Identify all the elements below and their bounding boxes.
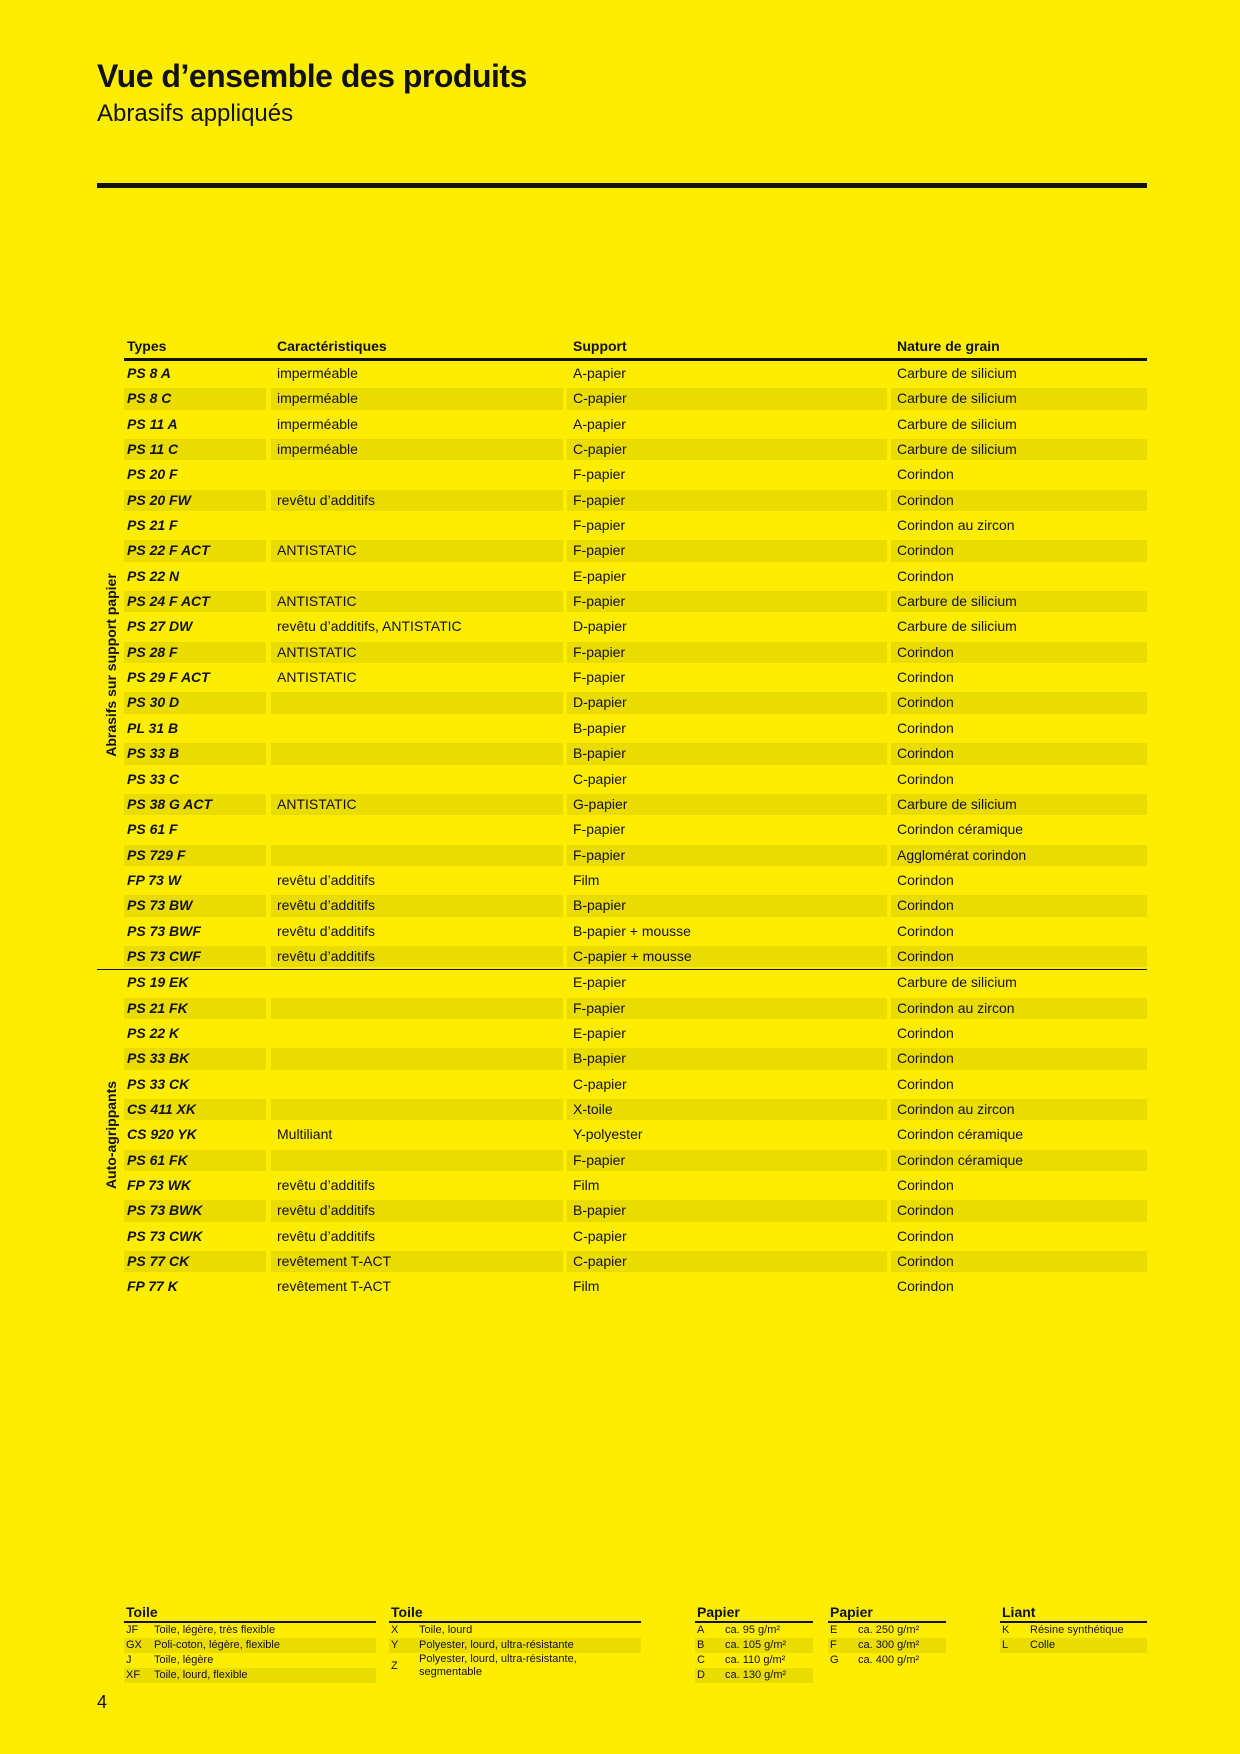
- cell-type: PS 20 FW: [124, 490, 266, 511]
- table-row: [124, 792, 1147, 817]
- table-row: [124, 1173, 1147, 1198]
- legend-item: [695, 1653, 813, 1668]
- cell-grain: Corindon au zircon: [891, 998, 1147, 1019]
- page-title: Vue d’ensemble des produits: [97, 58, 527, 94]
- group-label-wrap: [97, 361, 124, 969]
- cell-type: FP 77 K: [127, 1278, 178, 1295]
- cell-grain: Corindon: [891, 490, 1147, 511]
- legend-item: [1000, 1623, 1147, 1638]
- table-row: [124, 386, 1147, 411]
- legend-code: C: [697, 1654, 705, 1666]
- legend-description: ca. 130 g/m²: [725, 1669, 787, 1681]
- cell-type: PS 33 CK: [127, 1075, 190, 1092]
- table-row: [124, 1224, 1147, 1249]
- legend-title: Papier: [828, 1604, 946, 1623]
- cell-type: FP 73 WK: [127, 1177, 192, 1193]
- cell-type: PS 8 C: [124, 388, 266, 409]
- page-subtitle: Abrasifs appliqués: [97, 100, 294, 127]
- cell-grain: Carbure de silicium: [891, 388, 1147, 409]
- legend-code: F: [830, 1639, 837, 1651]
- cell-grain: Corindon: [897, 719, 954, 736]
- legend-block: [389, 1604, 641, 1679]
- cell-type: FP 73 W: [127, 871, 181, 888]
- cell-support: C-papier: [573, 1227, 627, 1244]
- table-row: [124, 919, 1147, 944]
- cell-support: C-papier: [567, 1251, 887, 1272]
- table-row: [124, 767, 1147, 792]
- group-label: Abrasifs sur support papier: [102, 573, 119, 757]
- legend-code: G: [830, 1654, 839, 1666]
- table-row: [124, 817, 1147, 842]
- cell-support: F-papier: [567, 998, 887, 1019]
- cell-characteristics: revêtu d’additifs: [271, 946, 563, 967]
- cell-support: F-papier: [567, 490, 887, 511]
- cell-support: E-papier: [573, 1024, 626, 1041]
- cell-support: F-papier: [573, 821, 626, 838]
- table-row: [124, 1122, 1147, 1147]
- cell-grain: Corindon: [891, 1048, 1147, 1069]
- legend-title: Papier: [695, 1604, 813, 1623]
- cell-grain: Corindon: [897, 922, 954, 939]
- cell-grain: Corindon: [897, 770, 954, 787]
- cell-type: PS 20 F: [127, 466, 178, 483]
- legend-code: JF: [126, 1624, 139, 1636]
- cell-characteristics: [271, 464, 563, 485]
- legend-code: Z: [391, 1659, 398, 1672]
- table-row: [124, 970, 1147, 995]
- table-row: [124, 412, 1147, 437]
- cell-characteristics: [271, 769, 563, 790]
- cell-grain: Carbure de silicium: [897, 365, 1017, 381]
- legend-description: ca. 250 g/m²: [858, 1624, 920, 1636]
- cell-type: PS 33 BK: [124, 1048, 266, 1069]
- table-row: [124, 1021, 1147, 1046]
- cell-grain: Corindon: [897, 466, 954, 483]
- cell-characteristics: revêtu d’additifs, ANTISTATIC: [277, 618, 462, 635]
- cell-support: A-papier: [573, 415, 626, 432]
- cell-support: F-papier: [567, 591, 887, 612]
- table-row: [124, 1274, 1147, 1299]
- cell-grain: Carbure de silicium: [897, 415, 1017, 432]
- cell-characteristics: imperméable: [277, 415, 358, 432]
- cell-characteristics: revêtu d’additifs: [277, 922, 376, 939]
- cell-type: PS 38 G ACT: [124, 794, 266, 815]
- legend-description: Polyester, lourd, ultra-résistante, segmentable: [419, 1653, 577, 1678]
- cell-grain: Corindon: [897, 1227, 954, 1244]
- table-row: [124, 1148, 1147, 1173]
- cell-characteristics: Multiliant: [277, 1126, 333, 1143]
- cell-grain: Corindon: [897, 669, 954, 686]
- cell-type: PS 73 BWF: [127, 922, 201, 939]
- legend-code: XF: [126, 1669, 141, 1681]
- cell-characteristics: revêtu d’additifs: [277, 871, 376, 888]
- cell-type: PS 8 A: [127, 365, 171, 381]
- table-row: [124, 488, 1147, 513]
- cell-grain: Corindon au zircon: [897, 517, 1015, 534]
- cell-grain: Corindon: [891, 946, 1147, 967]
- legend-code: X: [391, 1624, 399, 1636]
- cell-characteristics: [271, 1023, 563, 1044]
- cell-type: PS 22 F ACT: [124, 540, 266, 561]
- legend-code: J: [126, 1654, 132, 1666]
- cell-characteristics: imperméable: [277, 365, 358, 381]
- cell-type: CS 920 YK: [127, 1126, 197, 1143]
- cell-grain: Corindon: [891, 1251, 1147, 1272]
- table-row: [124, 944, 1147, 969]
- cell-type: PS 21 FK: [124, 998, 266, 1019]
- group-label-wrap: [97, 970, 124, 1299]
- legend-code: GX: [126, 1639, 142, 1651]
- table-row: [124, 1097, 1147, 1122]
- cell-characteristics: [271, 566, 563, 587]
- cell-characteristics: ANTISTATIC: [271, 642, 563, 663]
- legend-item: [828, 1623, 946, 1638]
- legend-title: Toile: [389, 1604, 641, 1623]
- cell-support: G-papier: [567, 794, 887, 815]
- table-row: [124, 716, 1147, 741]
- legend-item: [124, 1653, 376, 1668]
- cell-support: Film: [573, 1177, 600, 1193]
- legend-item: [828, 1638, 946, 1653]
- legend-item: [695, 1623, 813, 1638]
- table-row: [124, 868, 1147, 893]
- cell-grain: Corindon: [897, 1075, 954, 1092]
- legend-item: [389, 1638, 641, 1653]
- cell-characteristics: ANTISTATIC: [271, 540, 563, 561]
- cell-grain: Carbure de silicium: [891, 439, 1147, 460]
- cell-characteristics: [271, 1099, 563, 1120]
- cell-support: D-papier: [567, 692, 887, 713]
- cell-type: PS 27 DW: [127, 618, 193, 635]
- cell-support: F-papier: [573, 669, 626, 686]
- legend-item: [695, 1668, 813, 1683]
- cell-grain: Corindon: [897, 1177, 954, 1193]
- cell-type: PS 19 EK: [127, 974, 189, 991]
- legend-code: Y: [391, 1639, 399, 1651]
- cell-grain: Corindon au zircon: [891, 1099, 1147, 1120]
- table-row: [124, 564, 1147, 589]
- legend-item: [828, 1653, 946, 1668]
- legend-description: Poli-coton, légère, flexible: [154, 1639, 280, 1651]
- cell-characteristics: [271, 515, 563, 536]
- cell-characteristics: revêtement T-ACT: [277, 1278, 392, 1295]
- table-row: [124, 361, 1147, 386]
- legend-description: Colle: [1030, 1639, 1056, 1651]
- legend-description: ca. 95 g/m²: [725, 1624, 781, 1636]
- column-header-support: Support: [573, 338, 627, 354]
- header-divider: [97, 183, 1147, 188]
- cell-support: D-papier: [573, 618, 627, 635]
- cell-type: PL 31 B: [127, 719, 179, 736]
- cell-type: PS 61 FK: [124, 1150, 266, 1171]
- table-row: [124, 741, 1147, 766]
- legend-description: Toile, lourd: [419, 1624, 473, 1636]
- cell-type: PS 24 F ACT: [124, 591, 266, 612]
- cell-type: PS 33 B: [124, 743, 266, 764]
- legend-item: [124, 1668, 376, 1683]
- cell-characteristics: [271, 743, 563, 764]
- cell-support: B-papier: [567, 895, 887, 916]
- legend-title: Toile: [124, 1604, 376, 1623]
- cell-characteristics: imperméable: [271, 439, 563, 460]
- cell-characteristics: revêtu d’additifs: [271, 490, 563, 511]
- cell-characteristics: [271, 998, 563, 1019]
- legend-code: D: [697, 1669, 705, 1681]
- column-header-grain: Nature de grain: [897, 338, 1000, 354]
- legend-item: [389, 1623, 641, 1638]
- cell-grain: Corindon: [897, 1024, 954, 1041]
- cell-support: B-papier: [567, 1048, 887, 1069]
- cell-type: PS 33 C: [127, 770, 180, 787]
- cell-support: F-papier: [573, 466, 626, 483]
- cell-grain: Carbure de silicium: [891, 591, 1147, 612]
- cell-support: E-papier: [573, 974, 626, 991]
- cell-type: PS 22 N: [127, 567, 180, 584]
- cell-characteristics: [271, 718, 563, 739]
- legend-description: ca. 400 g/m²: [858, 1654, 920, 1666]
- cell-support: Film: [573, 1278, 600, 1295]
- cell-type: PS 73 BWK: [124, 1200, 266, 1221]
- cell-grain: Corindon: [897, 567, 954, 584]
- cell-grain: Corindon: [897, 871, 954, 888]
- table-row: [124, 589, 1147, 614]
- cell-support: F-papier: [573, 517, 626, 534]
- cell-support: C-papier: [567, 439, 887, 460]
- table-row: [124, 437, 1147, 462]
- cell-support: Film: [573, 871, 600, 888]
- cell-characteristics: revêtu d’additifs: [271, 895, 563, 916]
- cell-support: C-papier: [573, 1075, 627, 1092]
- legend-description: ca. 300 g/m²: [858, 1639, 920, 1651]
- cell-type: PS 11 A: [127, 415, 178, 432]
- table-row: [124, 893, 1147, 918]
- cell-support: B-papier + mousse: [573, 922, 691, 939]
- legend-item: [124, 1638, 376, 1653]
- cell-grain: Corindon céramique: [897, 1126, 1024, 1143]
- legend-description: ca. 105 g/m²: [725, 1639, 787, 1651]
- cell-grain: Carbure de silicium: [897, 618, 1017, 635]
- cell-support: Y-polyester: [573, 1126, 643, 1143]
- cell-characteristics: imperméable: [271, 388, 563, 409]
- cell-characteristics: [271, 972, 563, 993]
- legend-description: Polyester, lourd, ultra-résistante: [419, 1639, 574, 1651]
- cell-support: X-toile: [567, 1099, 887, 1120]
- table-header: [124, 336, 1147, 361]
- cell-grain: Corindon: [891, 1200, 1147, 1221]
- cell-type: PS 73 BW: [124, 895, 266, 916]
- cell-type: PS 729 F: [124, 845, 266, 866]
- cell-grain: Carbure de silicium: [897, 974, 1017, 991]
- legend-code: E: [830, 1624, 838, 1636]
- cell-grain: Corindon céramique: [897, 821, 1024, 838]
- cell-characteristics: [271, 1074, 563, 1095]
- cell-characteristics: ANTISTATIC: [271, 591, 563, 612]
- cell-support: C-papier: [567, 388, 887, 409]
- cell-characteristics: revêtu d’additifs: [277, 1227, 376, 1244]
- cell-type: PS 29 F ACT: [127, 669, 210, 686]
- cell-support: E-papier: [573, 567, 626, 584]
- table-row: [124, 996, 1147, 1021]
- legend-description: Résine synthétique: [1030, 1624, 1124, 1636]
- cell-type: CS 411 XK: [124, 1099, 266, 1120]
- cell-support: B-papier: [567, 743, 887, 764]
- table-row: [124, 690, 1147, 715]
- legend-item: [1000, 1638, 1147, 1653]
- cell-characteristics: [271, 1048, 563, 1069]
- cell-grain: Corindon: [891, 642, 1147, 663]
- cell-support: A-papier: [573, 365, 626, 381]
- cell-type: PS 11 C: [124, 439, 266, 460]
- legend-block: [124, 1604, 376, 1683]
- cell-type: PS 61 F: [127, 821, 178, 838]
- cell-characteristics: revêtement T-ACT: [271, 1251, 563, 1272]
- cell-characteristics: revêtu d’additifs: [271, 1200, 563, 1221]
- cell-support: F-papier: [567, 845, 887, 866]
- legend-block: [1000, 1604, 1147, 1653]
- table-row: [124, 1046, 1147, 1071]
- cell-support: B-papier: [567, 1200, 887, 1221]
- legend-code: L: [1002, 1639, 1009, 1651]
- legend-code: A: [697, 1624, 705, 1636]
- cell-support: B-papier: [573, 719, 626, 736]
- cell-characteristics: [271, 692, 563, 713]
- cell-type: PS 22 K: [127, 1024, 180, 1041]
- cell-type: PS 21 F: [127, 517, 178, 534]
- cell-type: PS 28 F: [124, 642, 266, 663]
- cell-grain: Corindon céramique: [891, 1150, 1147, 1171]
- column-header-characteristics: Caractéristiques: [277, 338, 387, 354]
- legend-code: K: [1002, 1624, 1010, 1636]
- table-row: [124, 1072, 1147, 1097]
- table-row: [124, 640, 1147, 665]
- legend-description: Toile, légère: [154, 1654, 214, 1666]
- cell-grain: Corindon: [891, 540, 1147, 561]
- table-group: [97, 361, 1147, 970]
- table-row: [124, 843, 1147, 868]
- legend-block: [695, 1604, 813, 1683]
- table-row: [124, 538, 1147, 563]
- table-row: [124, 513, 1147, 538]
- group-label: Auto-agrippants: [102, 1080, 119, 1190]
- cell-support: C-papier + mousse: [567, 946, 887, 967]
- cell-characteristics: [271, 819, 563, 840]
- cell-type: PS 73 CWK: [127, 1227, 203, 1244]
- legend-item: [695, 1638, 813, 1653]
- cell-characteristics: ANTISTATIC: [277, 669, 357, 686]
- cell-type: PS 30 D: [124, 692, 266, 713]
- legend-code: B: [697, 1639, 705, 1651]
- table-row: [124, 614, 1147, 639]
- cell-support: C-papier: [573, 770, 627, 787]
- table-body: [97, 361, 1147, 1300]
- column-header-types: Types: [127, 338, 167, 354]
- cell-grain: Corindon: [897, 1278, 954, 1295]
- page-number: 4: [97, 1692, 108, 1712]
- products-table: [97, 336, 1147, 1300]
- cell-grain: Corindon: [891, 743, 1147, 764]
- cell-grain: Agglomérat corindon: [891, 845, 1147, 866]
- legend-block: [828, 1604, 946, 1668]
- table-row: [124, 462, 1147, 487]
- table-group: [97, 970, 1147, 1299]
- cell-characteristics: [271, 845, 563, 866]
- legend-description: Toile, lourd, flexible: [154, 1669, 248, 1681]
- cell-grain: Corindon: [891, 692, 1147, 713]
- cell-grain: Corindon: [891, 895, 1147, 916]
- cell-characteristics: ANTISTATIC: [271, 794, 563, 815]
- cell-characteristics: revêtu d’additifs: [277, 1177, 376, 1193]
- cell-support: F-papier: [567, 540, 887, 561]
- cell-support: F-papier: [567, 642, 887, 663]
- table-row: [124, 1249, 1147, 1274]
- table-row: [124, 1198, 1147, 1223]
- cell-type: PS 77 CK: [124, 1251, 266, 1272]
- legend-description: Toile, légère, très flexible: [154, 1624, 276, 1636]
- legend-description: ca. 110 g/m²: [725, 1654, 786, 1666]
- cell-characteristics: [271, 1150, 563, 1171]
- legend-title: Liant: [1000, 1604, 1147, 1623]
- cell-support: F-papier: [567, 1150, 887, 1171]
- cell-grain: Carbure de silicium: [891, 794, 1147, 815]
- legend-item: [389, 1653, 641, 1679]
- cell-type: PS 73 CWF: [124, 946, 266, 967]
- legend-item: [124, 1623, 376, 1638]
- table-row: [124, 665, 1147, 690]
